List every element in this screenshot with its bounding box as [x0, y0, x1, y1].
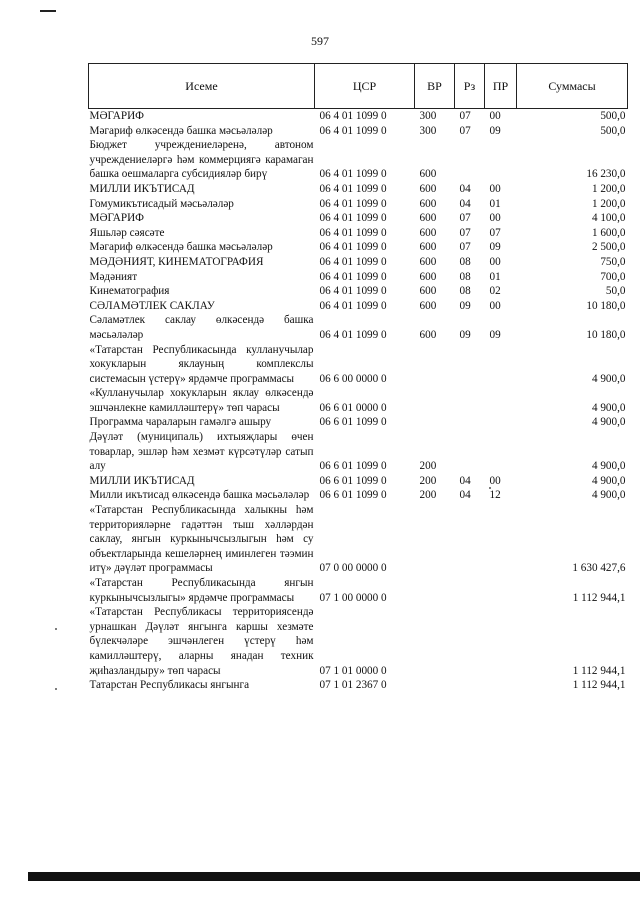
cell-csr: 06 4 01 1099 0 — [319, 270, 387, 283]
cell-sum: 1 112 944,1 — [572, 679, 626, 692]
cell-sum: 4 900,0 — [591, 401, 626, 414]
cell-csr: 06 6 01 1099 0 — [319, 474, 387, 487]
cell-csr: 06 4 01 1099 0 — [319, 182, 387, 195]
table-row — [89, 270, 628, 285]
table-row — [89, 678, 628, 693]
cell-pr: 00 — [489, 255, 501, 268]
budget-table — [88, 63, 628, 693]
cell-sum: 4 900,0 — [591, 474, 626, 487]
cell-name: Бюджет учреждениеләренә, автоном учреждениеләргә һәм коммерциягә карамаган башка оешмаларга субсидияләр бирү — [89, 139, 314, 181]
cell-csr: 06 6 01 1099 0 — [319, 460, 387, 473]
cell-csr: 07 0 00 0000 0 — [319, 562, 387, 575]
cell-vr: 600 — [419, 299, 437, 312]
table-row — [89, 226, 628, 241]
cell-csr: 06 4 01 1099 0 — [319, 168, 387, 181]
cell-sum: 4 900,0 — [591, 460, 626, 473]
cell-vr — [415, 678, 455, 693]
cell-rz — [455, 605, 485, 678]
table-row — [89, 182, 628, 197]
cell-pr: 02 — [489, 285, 501, 298]
cell-vr — [415, 343, 455, 387]
table-row — [89, 415, 628, 430]
cell-name: Программа чараларын гамәлгә ашыру — [89, 416, 272, 429]
cell-vr: 600 — [419, 270, 437, 283]
table-body — [89, 109, 628, 693]
cell-rz: 04 — [459, 182, 471, 195]
cell-sum: 4 900,0 — [591, 372, 626, 385]
cell-name: «Татарстан Республикасында халыкны һәм территорияләрне гадәттән тыш хәлләрдән саклау, янгын куркынычсызлыгын һәм су объектларында кешеләрнең иминлеген тәэмин итү» дәүләт программасы — [89, 504, 314, 575]
cell-vr: 200 — [419, 489, 437, 502]
table-row — [89, 343, 628, 387]
table-row — [89, 197, 628, 212]
header-name: Исеме — [89, 64, 315, 109]
cell-name: Сәламәтлек саклау өлкәсендә башка мәсьәләләр — [89, 314, 314, 341]
table-row — [89, 488, 628, 503]
cell-sum: 4 900,0 — [591, 489, 626, 502]
cell-vr — [415, 386, 455, 415]
cell-vr — [415, 605, 455, 678]
cell-sum: 1 112 944,1 — [572, 591, 626, 604]
cell-sum: 750,0 — [600, 255, 626, 268]
cell-csr: 06 4 01 1099 0 — [319, 285, 387, 298]
cell-rz: 04 — [459, 489, 471, 502]
cell-vr: 600 — [419, 168, 437, 181]
cell-csr: 06 4 01 1099 0 — [319, 197, 387, 210]
cell-rz: 07 — [459, 124, 471, 137]
cell-csr: 06 4 01 1099 0 — [319, 255, 387, 268]
table-row — [89, 138, 628, 182]
budget-table-container — [88, 63, 627, 693]
header-rz: Рз — [455, 64, 485, 109]
cell-name: «Кулланучылар хокукларын яклау өлкәсендә эшчәнлекне камилләштерү» төп чарасы — [89, 387, 314, 414]
table-row — [89, 576, 628, 605]
cell-pr: 00 — [489, 212, 501, 225]
cell-rz — [455, 678, 485, 693]
cell-rz: 04 — [459, 197, 471, 210]
cell-pr — [485, 678, 517, 693]
cell-csr: 06 6 00 0000 0 — [319, 372, 387, 385]
cell-rz: 08 — [459, 285, 471, 298]
table-row — [89, 211, 628, 226]
cell-vr — [415, 576, 455, 605]
table-row — [89, 299, 628, 314]
cell-pr: 09 — [489, 241, 501, 254]
cell-sum: 50,0 — [605, 285, 626, 298]
cell-rz: 07 — [459, 241, 471, 254]
table-header-row — [89, 64, 628, 109]
cell-csr: 07 1 01 2367 0 — [319, 679, 387, 692]
cell-sum: 1 200,0 — [591, 182, 626, 195]
scan-speck — [55, 688, 57, 690]
cell-vr: 600 — [419, 182, 437, 195]
cell-csr: 06 4 01 1099 0 — [319, 328, 387, 341]
cell-vr — [415, 415, 455, 430]
cell-pr — [485, 343, 517, 387]
cell-name: Милли икътисад өлкәсендә башка мәсьәләләр — [89, 489, 310, 502]
cell-csr: 06 4 01 1099 0 — [319, 212, 387, 225]
table-row — [89, 124, 628, 139]
cell-name: МӘДӘНИЯТ, КИНЕМАТОГРАФИЯ — [89, 255, 264, 268]
cell-name: МИЛЛИ ИКЪТИСАД — [89, 474, 195, 487]
cell-name: Дәүләт (муниципаль) ихтыяҗлары өчен товарлар, эшләр һәм хезмәт күрсәтүләр сатып алу — [89, 431, 314, 473]
cell-csr: 06 4 01 1099 0 — [319, 299, 387, 312]
header-pr: ПР — [485, 64, 517, 109]
cell-sum: 10 180,0 — [586, 328, 626, 341]
cell-csr: 06 4 01 1099 0 — [315, 109, 415, 124]
page-number: 597 — [311, 34, 329, 48]
cell-sum: 4 900,0 — [591, 416, 626, 429]
cell-name: «Татарстан Республикасында янгын куркынычсызлыгы» ярдәмче программасы — [89, 577, 314, 604]
cell-sum: 2 500,0 — [591, 241, 626, 254]
cell-csr: 06 6 01 1099 0 — [319, 416, 387, 429]
cell-pr: 12 — [489, 489, 501, 502]
cell-pr — [485, 605, 517, 678]
cell-name: Гомумикътисадый мәсьәләләр — [89, 197, 234, 210]
table-row — [89, 605, 628, 678]
cell-csr: 06 4 01 1099 0 — [319, 226, 387, 239]
cell-name: МӘГАРИФ — [89, 212, 144, 225]
scan-bottom-border — [28, 872, 640, 881]
cell-rz: 09 — [459, 299, 471, 312]
table-row — [89, 255, 628, 270]
cell-pr — [485, 576, 517, 605]
cell-name: «Татарстан Республикасында кулланучылар хокукларын яклауның комплекслы системасын үстерү» ярдәмче программасы — [89, 343, 314, 385]
cell-name: Мәгариф өлкәсендә башка мәсьәләләр — [89, 241, 273, 254]
cell-pr — [485, 386, 517, 415]
table-row — [89, 313, 628, 342]
cell-sum: 16 230,0 — [586, 168, 626, 181]
cell-rz: 08 — [459, 255, 471, 268]
header-sum: Суммасы — [517, 64, 628, 109]
cell-name: СӘЛАМӘТЛЕК САКЛАУ — [89, 299, 215, 312]
table-row — [89, 503, 628, 576]
cell-name: Мәдәният — [89, 270, 138, 283]
cell-rz: 09 — [459, 328, 471, 341]
table-row — [89, 474, 628, 489]
cell-pr: 07 — [489, 226, 501, 239]
cell-pr: 00 — [489, 299, 501, 312]
table-row — [89, 386, 628, 415]
cell-rz: 07 — [459, 212, 471, 225]
cell-pr: 00 — [489, 182, 501, 195]
corner-mark — [40, 10, 56, 12]
cell-pr: 01 — [489, 270, 501, 283]
cell-vr — [415, 503, 455, 576]
cell-sum: 10 180,0 — [586, 299, 626, 312]
cell-rz — [455, 503, 485, 576]
header-vr: ВР — [415, 64, 455, 109]
cell-rz: 07 — [459, 226, 471, 239]
cell-rz — [455, 386, 485, 415]
cell-name: «Татарстан Республикасы территориясендә урнашкан Дәүләт янгынга каршы хезмәте бүлекчәләре эшчәнлеген үстерү һәм камилләштерү, аларны янадан техник җиһазландыру» төп чарасы — [89, 606, 314, 677]
scan-speck — [489, 487, 491, 489]
cell-csr: 06 4 01 1099 0 — [319, 124, 387, 137]
cell-rz — [455, 343, 485, 387]
cell-rz: 04 — [459, 474, 471, 487]
cell-sum: 1 600,0 — [591, 226, 626, 239]
cell-pr: 09 — [489, 328, 501, 341]
cell-vr: 600 — [419, 255, 437, 268]
cell-vr: 300 — [415, 109, 455, 124]
header-csr: ЦСР — [315, 64, 415, 109]
cell-vr: 600 — [419, 226, 437, 239]
cell-sum: 1 200,0 — [591, 197, 626, 210]
cell-vr: 600 — [419, 328, 437, 341]
cell-name: МӘГАРИФ — [89, 109, 315, 124]
cell-csr: 06 4 01 1099 0 — [319, 241, 387, 254]
cell-pr: 00 — [485, 109, 517, 124]
cell-vr: 600 — [419, 212, 437, 225]
cell-pr — [485, 430, 517, 474]
cell-name: Кинематография — [89, 285, 170, 298]
cell-vr: 300 — [419, 124, 437, 137]
cell-vr: 600 — [419, 285, 437, 298]
cell-pr: 09 — [489, 124, 501, 137]
cell-sum: 500,0 — [517, 109, 628, 124]
cell-csr: 07 1 01 0000 0 — [319, 664, 387, 677]
cell-pr — [485, 415, 517, 430]
cell-pr — [485, 138, 517, 182]
cell-sum: 700,0 — [600, 270, 626, 283]
cell-pr: 01 — [489, 197, 501, 210]
table-row — [89, 109, 628, 124]
cell-vr: 200 — [419, 460, 437, 473]
cell-rz — [455, 576, 485, 605]
table-row — [89, 284, 628, 299]
table-row — [89, 240, 628, 255]
scan-speck — [55, 628, 57, 630]
cell-name: Мәгариф өлкәсендә башка мәсьәләләр — [89, 124, 273, 137]
cell-name: Татарстан Республикасы янгынга — [89, 679, 250, 692]
cell-pr: 00 — [489, 474, 501, 487]
cell-sum: 1 630 427,6 — [572, 562, 626, 575]
cell-name: Яшьләр сәясәте — [89, 226, 165, 239]
table-row — [89, 430, 628, 474]
cell-rz — [455, 415, 485, 430]
cell-rz — [455, 138, 485, 182]
cell-pr — [485, 503, 517, 576]
cell-vr: 200 — [419, 474, 437, 487]
cell-vr: 600 — [419, 241, 437, 254]
cell-rz — [455, 430, 485, 474]
cell-rz: 08 — [459, 270, 471, 283]
cell-name: МИЛЛИ ИКЪТИСАД — [89, 182, 195, 195]
cell-sum: 1 112 944,1 — [572, 664, 626, 677]
cell-rz: 07 — [455, 109, 485, 124]
cell-sum: 4 100,0 — [591, 212, 626, 225]
cell-vr: 600 — [419, 197, 437, 210]
cell-sum: 500,0 — [600, 124, 626, 137]
cell-csr: 06 6 01 1099 0 — [319, 489, 387, 502]
cell-csr: 07 1 00 0000 0 — [319, 591, 387, 604]
cell-csr: 06 6 01 0000 0 — [319, 401, 387, 414]
